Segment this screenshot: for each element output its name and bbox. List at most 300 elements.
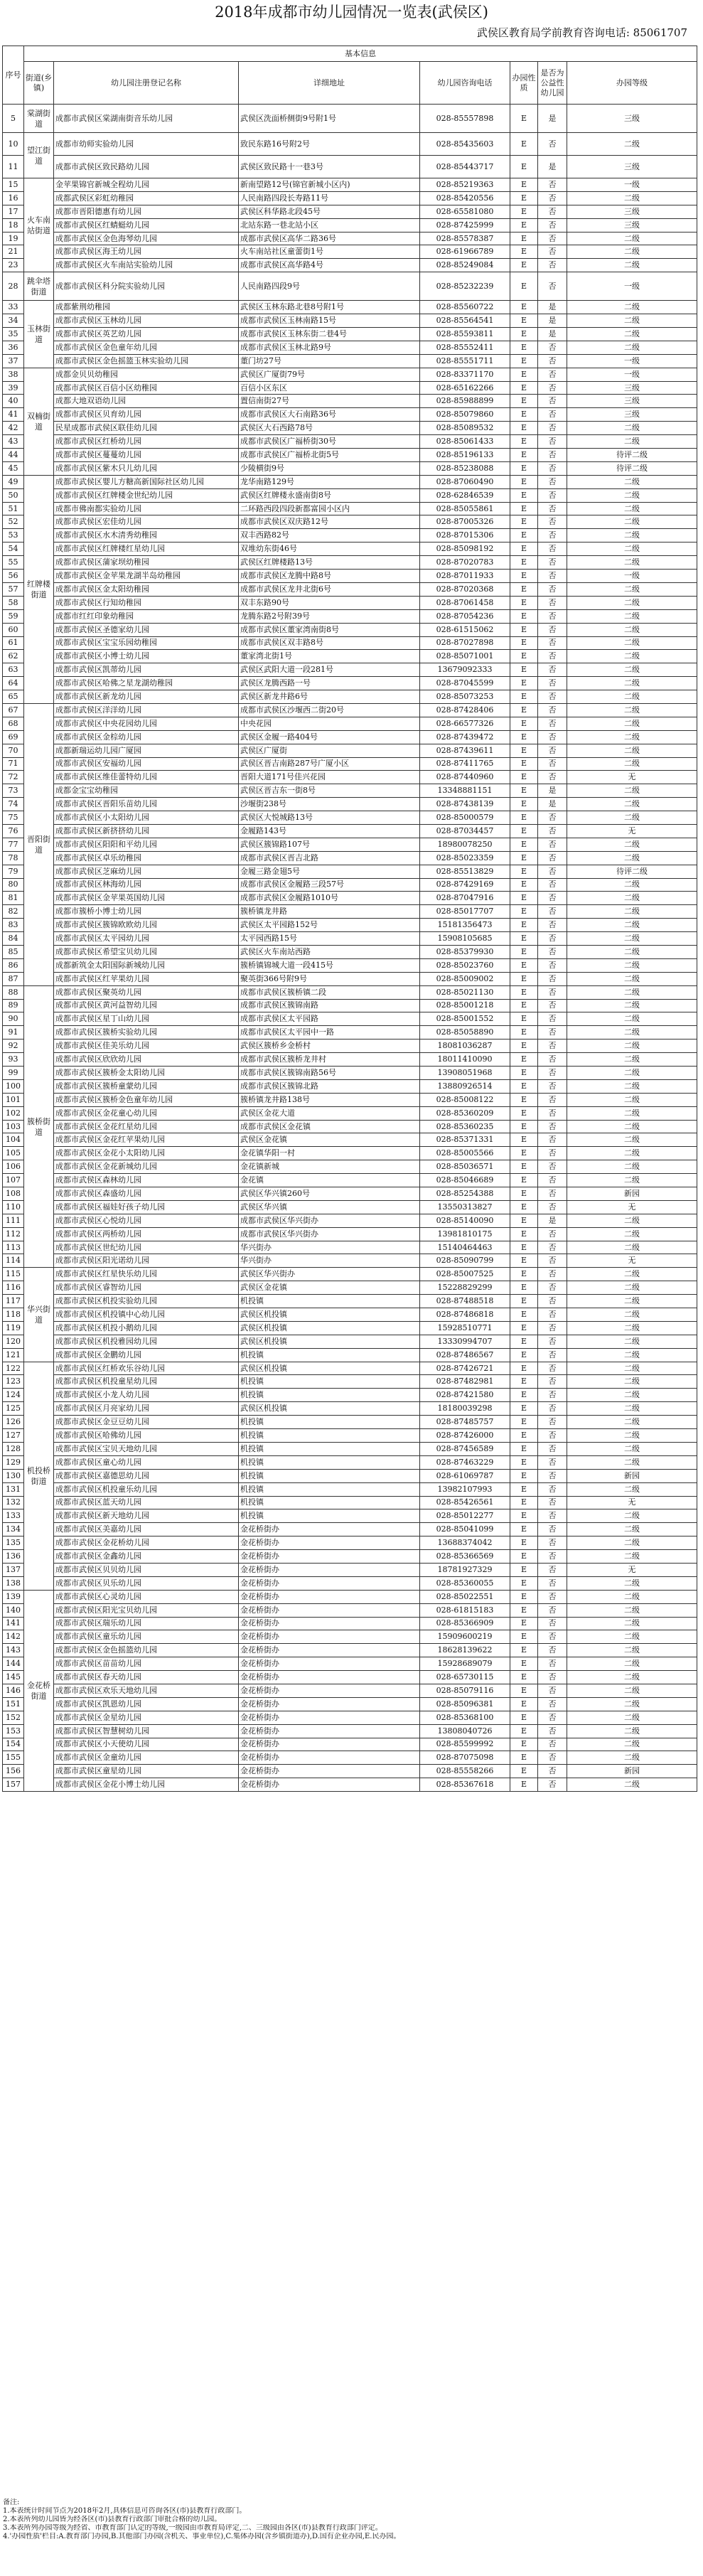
level: 待评二级 xyxy=(567,865,697,878)
table-row xyxy=(3,865,697,878)
table-row xyxy=(3,636,697,650)
address: 金花桥街办 xyxy=(239,1523,420,1536)
header-no: 序号 xyxy=(3,46,24,105)
inclusive: 否 xyxy=(538,1482,567,1496)
row-number: 41 xyxy=(3,408,24,422)
address: 机投镇 xyxy=(239,1375,420,1389)
inclusive: 否 xyxy=(538,999,567,1012)
phone: 13908051968 xyxy=(420,1067,510,1080)
table-row xyxy=(3,232,697,245)
kindergarten-name: 成都市武侯区金豆豆幼儿园 xyxy=(54,1416,239,1429)
nature: E xyxy=(510,1590,538,1603)
nature: E xyxy=(510,556,538,570)
level: 二级 xyxy=(567,314,697,328)
phone: 028-85379930 xyxy=(420,945,510,958)
kindergarten-name: 成都市武侯区金花红苹果幼儿园 xyxy=(54,1133,239,1147)
inclusive: 否 xyxy=(538,1644,567,1657)
table-row xyxy=(3,1482,697,1496)
inclusive: 否 xyxy=(538,1563,567,1576)
kindergarten-name: 成都市武侯区金苹果英国幼儿园 xyxy=(54,892,239,905)
address: 成都市武侯区玉林北路9号 xyxy=(239,341,420,354)
level: 三级 xyxy=(567,218,697,232)
address: 武侯区晋吉东一街8号 xyxy=(239,784,420,798)
level: 二级 xyxy=(567,1509,697,1523)
phone: 028-85238088 xyxy=(420,461,510,475)
table-row xyxy=(3,1348,697,1362)
row-number: 135 xyxy=(3,1536,24,1550)
inclusive: 否 xyxy=(538,824,567,838)
nature: E xyxy=(510,1308,538,1322)
table-row xyxy=(3,677,697,690)
row-number: 104 xyxy=(3,1133,24,1147)
inclusive: 否 xyxy=(538,461,567,475)
nature: E xyxy=(510,1067,538,1080)
nature: E xyxy=(510,892,538,905)
level: 二级 xyxy=(567,1281,697,1295)
level: 二级 xyxy=(567,1455,697,1469)
table-row xyxy=(3,703,697,717)
table-row xyxy=(3,259,697,272)
level: 待评二级 xyxy=(567,449,697,462)
row-number: 49 xyxy=(3,475,24,488)
table-row xyxy=(3,1375,697,1389)
phone: 028-85021130 xyxy=(420,985,510,999)
inclusive: 是 xyxy=(538,328,567,341)
address: 武侯区金花镇 xyxy=(239,1133,420,1147)
address: 成都市武侯区簇桥龙井村 xyxy=(239,1053,420,1067)
level: 无 xyxy=(567,1496,697,1509)
kindergarten-name: 成都市武侯区佳美乐幼儿园 xyxy=(54,1040,239,1053)
address: 双堆幼东街46号 xyxy=(239,543,420,556)
row-number: 33 xyxy=(3,301,24,314)
row-number: 59 xyxy=(3,609,24,623)
address: 成都市武侯区广福桥北街5号 xyxy=(239,449,420,462)
kindergarten-name: 成都市武侯区希望宝贝幼儿园 xyxy=(54,945,239,958)
level: 二级 xyxy=(567,1133,697,1147)
level: 二级 xyxy=(567,1012,697,1026)
address: 金花桥街办 xyxy=(239,1630,420,1644)
address: 金花桥街办 xyxy=(239,1765,420,1778)
table-row xyxy=(3,1416,697,1429)
address: 武侯区金花大道 xyxy=(239,1106,420,1120)
table-row xyxy=(3,1697,697,1711)
nature: E xyxy=(510,570,538,583)
address: 金花桥街办 xyxy=(239,1711,420,1724)
phone: 13981810175 xyxy=(420,1227,510,1241)
inclusive: 否 xyxy=(538,191,567,205)
row-number: 86 xyxy=(3,958,24,972)
level: 三级 xyxy=(567,408,697,422)
phone: 028-85360209 xyxy=(420,1106,510,1120)
inclusive: 否 xyxy=(538,395,567,408)
table-row xyxy=(3,757,697,771)
inclusive: 否 xyxy=(538,985,567,999)
row-number: 85 xyxy=(3,945,24,958)
phone: 028-87488518 xyxy=(420,1295,510,1308)
level: 二级 xyxy=(567,932,697,946)
table-row xyxy=(3,892,697,905)
header-level: 办园等级 xyxy=(567,62,697,105)
inclusive: 否 xyxy=(538,972,567,985)
table-row xyxy=(3,1630,697,1644)
address: 武侯区新龙井路6号 xyxy=(239,690,420,704)
inclusive: 否 xyxy=(538,582,567,596)
phone: 18081036287 xyxy=(420,1040,510,1053)
kindergarten-name: 成都市武侯区贝贝幼儿园 xyxy=(54,1563,239,1576)
address: 成都市武侯区龙井北街6号 xyxy=(239,582,420,596)
level: 二级 xyxy=(567,650,697,663)
table-row xyxy=(3,408,697,422)
level: 二级 xyxy=(567,878,697,892)
address: 金花镇新城 xyxy=(239,1160,420,1174)
table-row xyxy=(3,1455,697,1469)
kindergarten-name: 成都武侯区彩虹幼稚园 xyxy=(54,191,239,205)
table-row xyxy=(3,515,697,529)
row-number: 157 xyxy=(3,1778,24,1792)
address: 华兴街办 xyxy=(239,1254,420,1268)
inclusive: 否 xyxy=(538,932,567,946)
level: 二级 xyxy=(567,1724,697,1738)
nature: E xyxy=(510,999,538,1012)
row-number: 10 xyxy=(3,133,24,156)
row-number: 123 xyxy=(3,1375,24,1389)
inclusive: 否 xyxy=(538,1067,567,1080)
nature: E xyxy=(510,1295,538,1308)
table-row xyxy=(3,609,697,623)
inclusive: 是 xyxy=(538,1214,567,1227)
row-number: 152 xyxy=(3,1711,24,1724)
nature: E xyxy=(510,368,538,381)
address: 金花桥街办 xyxy=(239,1697,420,1711)
table-row xyxy=(3,811,697,825)
table-row xyxy=(3,650,697,663)
inclusive: 是 xyxy=(538,301,567,314)
inclusive: 否 xyxy=(538,1536,567,1550)
phone: 028-85443717 xyxy=(420,156,510,178)
row-number: 69 xyxy=(3,730,24,744)
address: 成都市武侯区晋吉北路 xyxy=(239,851,420,865)
row-number: 60 xyxy=(3,623,24,636)
table-row xyxy=(3,1106,697,1120)
inclusive: 否 xyxy=(538,1295,567,1308)
row-number: 101 xyxy=(3,1093,24,1106)
address: 成都市武侯区玉林南路15号 xyxy=(239,314,420,328)
inclusive: 否 xyxy=(538,1630,567,1644)
inclusive: 否 xyxy=(538,1765,567,1778)
level: 二级 xyxy=(567,515,697,529)
phone: 028-85079116 xyxy=(420,1684,510,1697)
inclusive: 否 xyxy=(538,1429,567,1443)
inclusive: 否 xyxy=(538,570,567,583)
kindergarten-name: 成都市武侯区阳光诺幼儿园 xyxy=(54,1254,239,1268)
row-number: 127 xyxy=(3,1429,24,1443)
kindergarten-name: 成都市武侯区晋阳乐苗幼儿园 xyxy=(54,798,239,811)
kindergarten-name: 成都市武侯区欣欣幼儿园 xyxy=(54,1053,239,1067)
address: 金花桥街办 xyxy=(239,1603,420,1617)
nature: E xyxy=(510,636,538,650)
level: 二级 xyxy=(567,1106,697,1120)
level: 二级 xyxy=(567,958,697,972)
kindergarten-name: 成都市武侯区金色摇篮玉林实验幼儿园 xyxy=(54,354,239,368)
kindergarten-name: 成都市武侯区春天幼儿园 xyxy=(54,1671,239,1684)
address: 华兴街办 xyxy=(239,1241,420,1254)
inclusive: 否 xyxy=(538,556,567,570)
row-number: 108 xyxy=(3,1187,24,1201)
nature: E xyxy=(510,475,538,488)
kindergarten-name: 成都市武侯区心悦幼儿园 xyxy=(54,1214,239,1227)
level: 二级 xyxy=(567,1308,697,1322)
inclusive: 否 xyxy=(538,1254,567,1268)
row-number: 87 xyxy=(3,972,24,985)
phone: 028-87429169 xyxy=(420,878,510,892)
table-row xyxy=(3,1120,697,1133)
row-number: 128 xyxy=(3,1442,24,1455)
phone: 028-85046689 xyxy=(420,1174,510,1187)
kindergarten-name: 成都市武侯区宝贝天地幼儿园 xyxy=(54,1442,239,1455)
kindergarten-name: 成都市武侯区金花小太阳幼儿园 xyxy=(54,1147,239,1160)
row-number: 83 xyxy=(3,919,24,932)
table-row xyxy=(3,1724,697,1738)
kindergarten-name: 成都市武侯区簇锦欧欧幼儿园 xyxy=(54,919,239,932)
kindergarten-name: 成都市红红印象幼稚园 xyxy=(54,609,239,623)
nature: E xyxy=(510,156,538,178)
kindergarten-name: 成都市武侯区心灵幼儿园 xyxy=(54,1590,239,1603)
phone: 028-85001552 xyxy=(420,1012,510,1026)
phone: 028-85096381 xyxy=(420,1697,510,1711)
address: 成都市武侯区华兴街办 xyxy=(239,1227,420,1241)
level: 三级 xyxy=(567,381,697,395)
level: 二级 xyxy=(567,1335,697,1348)
nature: E xyxy=(510,205,538,218)
document-title: 2018年成都市幼儿园情况一览表(武侯区) xyxy=(215,4,488,21)
kindergarten-name: 成都市武侯区红牌楼金世纪幼儿园 xyxy=(54,488,239,502)
nature: E xyxy=(510,1778,538,1792)
row-number: 100 xyxy=(3,1079,24,1093)
nature: E xyxy=(510,1738,538,1751)
table-row xyxy=(3,1308,697,1322)
table-row xyxy=(3,1429,697,1443)
phone: 13688374042 xyxy=(420,1536,510,1550)
inclusive: 否 xyxy=(538,1375,567,1389)
kindergarten-name: 成都市武侯区芝麻幼儿园 xyxy=(54,865,239,878)
phone: 028-87426721 xyxy=(420,1362,510,1375)
address: 人民南路四段长寿路11号 xyxy=(239,191,420,205)
nature: E xyxy=(510,972,538,985)
table-row xyxy=(3,449,697,462)
address: 武侯区广厦街 xyxy=(239,744,420,757)
nature: E xyxy=(510,1268,538,1281)
row-number: 154 xyxy=(3,1738,24,1751)
nature: E xyxy=(510,1765,538,1778)
row-number: 145 xyxy=(3,1671,24,1684)
inclusive: 是 xyxy=(538,105,567,133)
kindergarten-name: 成都市武侯区童心幼儿园 xyxy=(54,1455,239,1469)
phone: 028-61515062 xyxy=(420,623,510,636)
kindergarten-name: 成都市武侯区贝乐幼儿园 xyxy=(54,1576,239,1590)
level: 二级 xyxy=(567,919,697,932)
table-row xyxy=(3,784,697,798)
table-row xyxy=(3,328,697,341)
kindergarten-name: 成都市武侯区森盛幼儿园 xyxy=(54,1187,239,1201)
street-name: 火车南站街道 xyxy=(24,178,54,272)
phone: 13348881151 xyxy=(420,784,510,798)
nature: E xyxy=(510,1550,538,1564)
inclusive: 否 xyxy=(538,1308,567,1322)
phone: 028-85560722 xyxy=(420,301,510,314)
address: 金履三路金翅5号 xyxy=(239,865,420,878)
table-row xyxy=(3,354,697,368)
inclusive: 否 xyxy=(538,609,567,623)
phone: 028-87482981 xyxy=(420,1375,510,1389)
address: 武侯区致民路十一巷3号 xyxy=(239,156,420,178)
row-number: 70 xyxy=(3,744,24,757)
nature: E xyxy=(510,381,538,395)
inclusive: 否 xyxy=(538,218,567,232)
inclusive: 否 xyxy=(538,1671,567,1684)
nature: E xyxy=(510,609,538,623)
level: 二级 xyxy=(567,784,697,798)
street-name: 簇桥街道 xyxy=(24,985,54,1268)
phone: 028-85557898 xyxy=(420,105,510,133)
kindergarten-name: 成都市武侯区红蜻蜓幼儿园 xyxy=(54,218,239,232)
nature: E xyxy=(510,1671,538,1684)
inclusive: 否 xyxy=(538,1751,567,1765)
row-number: 88 xyxy=(3,985,24,999)
address: 金花桥街办 xyxy=(239,1778,420,1792)
phone: 028-85023760 xyxy=(420,958,510,972)
table-row xyxy=(3,1026,697,1040)
kindergarten-name: 成都市武侯区致民路幼儿园 xyxy=(54,156,239,178)
row-number: 142 xyxy=(3,1630,24,1644)
kindergarten-name: 成都市武侯区小天使幼儿园 xyxy=(54,1738,239,1751)
address: 金花镇 xyxy=(239,1174,420,1187)
phone: 028-85599992 xyxy=(420,1738,510,1751)
table-row xyxy=(3,1254,697,1268)
inclusive: 否 xyxy=(538,945,567,958)
inclusive: 否 xyxy=(538,1590,567,1603)
level: 二级 xyxy=(567,1147,697,1160)
nature: E xyxy=(510,178,538,192)
phone: 028-85360235 xyxy=(420,1120,510,1133)
row-number: 102 xyxy=(3,1106,24,1120)
address: 机投镇 xyxy=(239,1469,420,1482)
address: 金花桥街办 xyxy=(239,1671,420,1684)
row-number: 103 xyxy=(3,1120,24,1133)
address: 武侯区龙腾西路一号 xyxy=(239,677,420,690)
address: 成都市武侯区太平园中一路 xyxy=(239,1026,420,1040)
row-number: 67 xyxy=(3,703,24,717)
phone: 13880926514 xyxy=(420,1079,510,1093)
level: 二级 xyxy=(567,945,697,958)
table-row xyxy=(3,771,697,784)
row-number: 125 xyxy=(3,1402,24,1416)
phone: 028-85435603 xyxy=(420,133,510,156)
kindergarten-name: 成都市武侯区林海幼儿园 xyxy=(54,878,239,892)
kindergarten-name: 成都金贝贝幼稚园 xyxy=(54,368,239,381)
level: 二级 xyxy=(567,1738,697,1751)
phone: 028-62846539 xyxy=(420,488,510,502)
kindergarten-name: 成都市武侯区百信小区幼稚园 xyxy=(54,381,239,395)
contact-phone: 武侯区教育局学前教育咨询电话: 85061707 xyxy=(476,26,687,39)
street-name: 玉林街道 xyxy=(24,301,54,368)
table-row xyxy=(3,205,697,218)
nature: E xyxy=(510,932,538,946)
kindergarten-name: 成都市佛南都实验幼儿园 xyxy=(54,502,239,515)
table-row xyxy=(3,529,697,543)
phone: 028-66577326 xyxy=(420,717,510,730)
row-number: 19 xyxy=(3,232,24,245)
level: 三级 xyxy=(567,105,697,133)
phone: 18011410090 xyxy=(420,1053,510,1067)
kindergarten-name: 成都市武侯区两桥幼儿园 xyxy=(54,1227,239,1241)
address: 机投镇 xyxy=(239,1389,420,1402)
address: 武侯区玉林东路北巷8号附1号 xyxy=(239,301,420,314)
row-number: 62 xyxy=(3,650,24,663)
level: 二级 xyxy=(567,502,697,515)
nature: E xyxy=(510,354,538,368)
row-number: 53 xyxy=(3,529,24,543)
address: 龙华南路129号 xyxy=(239,475,420,488)
row-number: 50 xyxy=(3,488,24,502)
phone: 028-87027898 xyxy=(420,636,510,650)
inclusive: 否 xyxy=(538,1174,567,1187)
kindergarten-name: 成都市武侯区蒲家坝幼稚园 xyxy=(54,556,239,570)
level: 二级 xyxy=(567,596,697,609)
phone: 028-85008122 xyxy=(420,1093,510,1106)
nature: E xyxy=(510,1362,538,1375)
kindergarten-name: 成都大地双语幼儿园 xyxy=(54,395,239,408)
table-row xyxy=(3,1389,697,1402)
row-number: 112 xyxy=(3,1227,24,1241)
nature: E xyxy=(510,1335,538,1348)
row-number: 132 xyxy=(3,1496,24,1509)
level: 二级 xyxy=(567,1630,697,1644)
row-number: 65 xyxy=(3,690,24,704)
nature: E xyxy=(510,1026,538,1040)
inclusive: 否 xyxy=(538,1523,567,1536)
phone: 028-87015306 xyxy=(420,529,510,543)
inclusive: 否 xyxy=(538,744,567,757)
level: 二级 xyxy=(567,798,697,811)
inclusive: 否 xyxy=(538,1509,567,1523)
table-row xyxy=(3,1765,697,1778)
level: 二级 xyxy=(567,1644,697,1657)
address: 武侯区机投镇 xyxy=(239,1402,420,1416)
table-row xyxy=(3,878,697,892)
kindergarten-name: 成都市武侯区星丁山幼儿园 xyxy=(54,1012,239,1026)
inclusive: 否 xyxy=(538,771,567,784)
table-row xyxy=(3,1147,697,1160)
table-row xyxy=(3,985,697,999)
kindergarten-name: 成都市武侯区红星快乐幼儿园 xyxy=(54,1268,239,1281)
row-number: 140 xyxy=(3,1603,24,1617)
nature: E xyxy=(510,1455,538,1469)
row-number: 156 xyxy=(3,1765,24,1778)
kindergarten-name: 成都市武侯区哈佛幼儿园 xyxy=(54,1429,239,1443)
phone: 13550313827 xyxy=(420,1200,510,1214)
level: 三级 xyxy=(567,156,697,178)
table-row xyxy=(3,381,697,395)
address: 武侯区机投镇 xyxy=(239,1335,420,1348)
row-number: 51 xyxy=(3,502,24,515)
level: 二级 xyxy=(567,1576,697,1590)
address: 机投镇 xyxy=(239,1482,420,1496)
address: 机投镇 xyxy=(239,1442,420,1455)
row-number: 82 xyxy=(3,905,24,919)
nature: E xyxy=(510,677,538,690)
address: 武侯区机投镇 xyxy=(239,1308,420,1322)
level: 一级 xyxy=(567,368,697,381)
